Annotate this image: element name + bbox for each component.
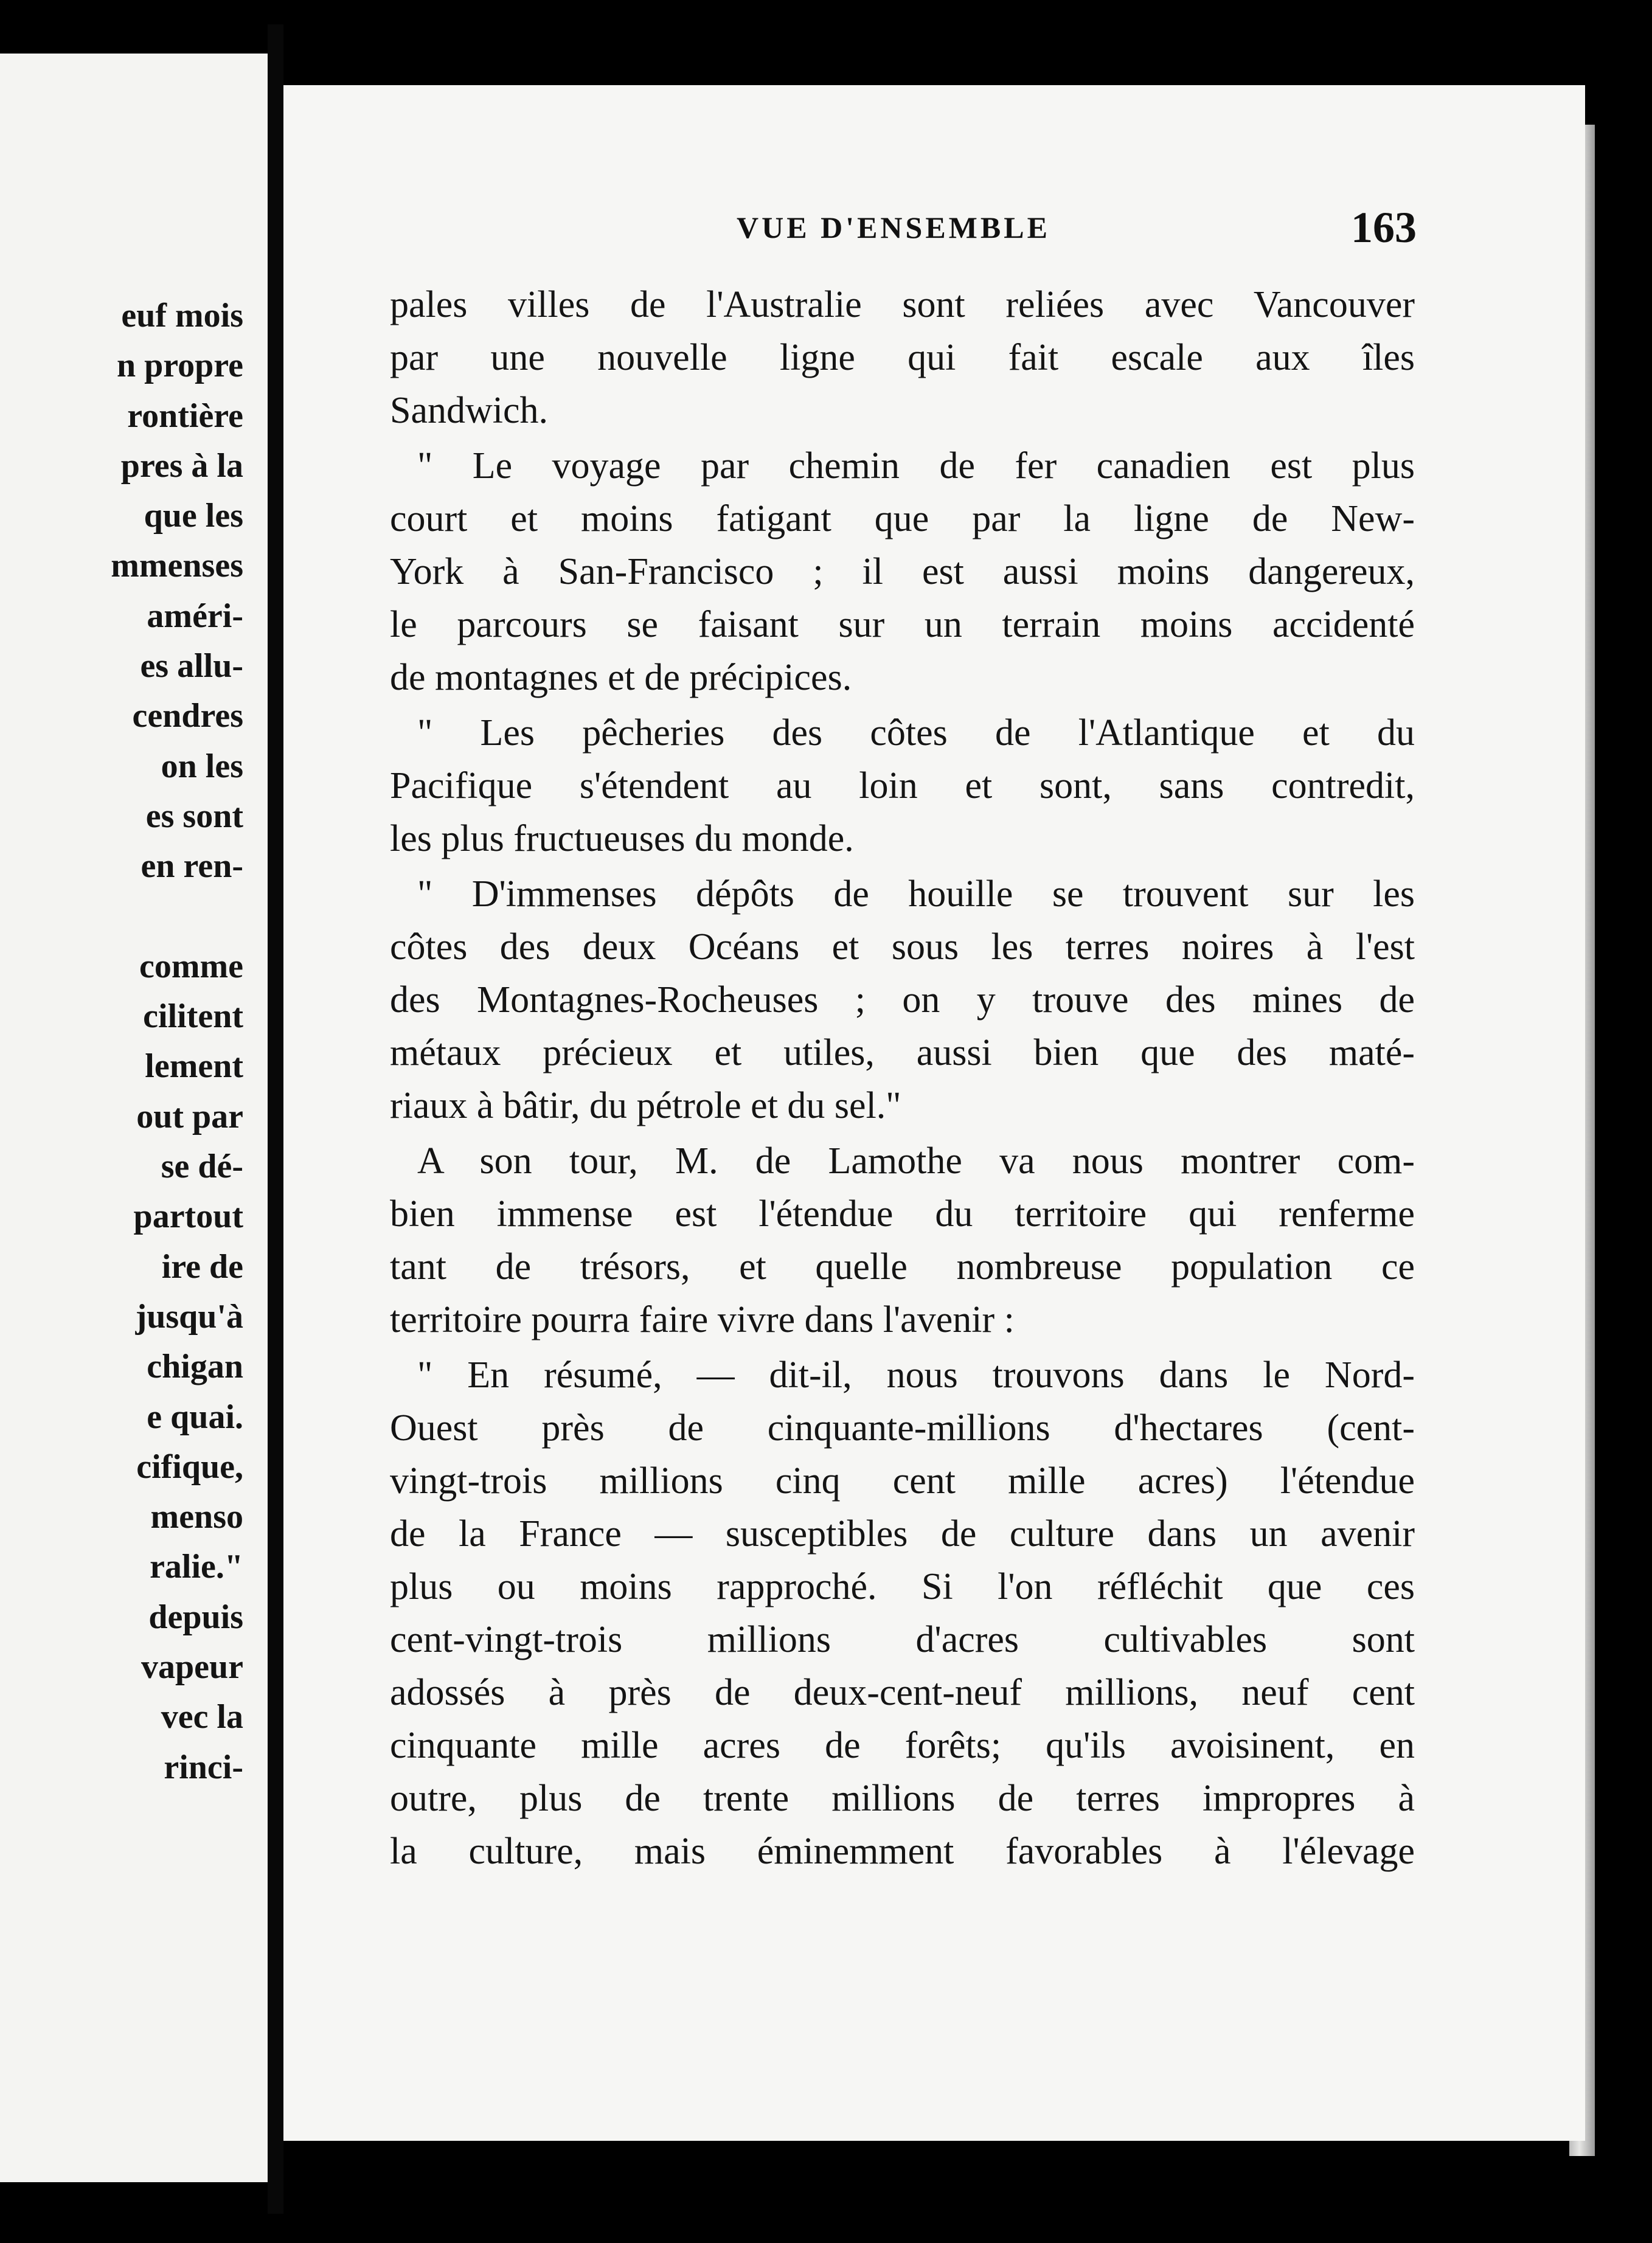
text-line: " D'immenses dépôts de houille se trouvent sur les: [417, 873, 1415, 915]
text-line: de montagnes et de précipices.: [390, 657, 852, 698]
text-line: cent-vingt-trois millions d'acres cultivables sont: [390, 1619, 1415, 1660]
text-line: court et moins fatigant que par la ligne de New-: [390, 498, 1415, 539]
previous-page-line: pres à la: [120, 446, 243, 485]
current-page: [283, 85, 1585, 2141]
text-line: Pacifique s'étendent au loin et sont, sans contredit,: [390, 765, 1415, 806]
text-line: riaux à bâtir, du pétrole et du sel.": [390, 1085, 901, 1126]
text-line: la culture, mais éminemment favorables à l'élevage: [390, 1831, 1415, 1872]
previous-page-line: améri-: [147, 597, 243, 635]
previous-page-line: vec la: [161, 1698, 243, 1736]
previous-page-line: rontière: [127, 397, 243, 435]
text-line: les plus fructueuses du monde.: [390, 818, 854, 859]
previous-page-line: n propre: [117, 347, 243, 385]
text-line: des Montagnes-Rocheuses ; on y trouve des mines de: [390, 979, 1415, 1021]
previous-page-line: comme: [139, 947, 243, 985]
previous-page-line: cilitent: [143, 997, 243, 1036]
text-line: territoire pourra faire vivre dans l'avenir :: [390, 1299, 1015, 1340]
previous-page-line: se dé-: [161, 1148, 243, 1186]
previous-page-line: ire de: [161, 1247, 243, 1286]
previous-page-line: es sont: [145, 797, 243, 835]
previous-page-line: euf mois: [121, 297, 243, 335]
previous-page-fragment: [0, 54, 268, 2182]
running-title: VUE D'ENSEMBLE: [737, 210, 1050, 244]
text-line: cinquante mille acres de forêts; qu'ils avoisinent, en: [390, 1725, 1415, 1766]
previous-page-line: out par: [136, 1097, 243, 1135]
text-line: tant de trésors, et quelle nombreuse population ce: [390, 1246, 1415, 1288]
previous-page-line: en ren-: [141, 847, 243, 886]
previous-page-line: lement: [145, 1047, 243, 1086]
text-line: métaux précieux et utiles, aussi bien que des maté-: [390, 1032, 1415, 1073]
text-line: Ouest près de cinquante-millions d'hectares (cent-: [390, 1407, 1415, 1449]
previous-page-line: menso: [150, 1498, 243, 1536]
text-line: " Les pêcheries des côtes de l'Atlantique et du: [417, 712, 1415, 754]
text-line: plus ou moins rapproché. Si l'on réfléchit que ces: [390, 1566, 1415, 1607]
previous-page-line: cifique,: [136, 1447, 243, 1486]
previous-page-line: ralie.": [150, 1548, 243, 1586]
previous-page-line: que les: [144, 497, 243, 535]
previous-page-line: rinci-: [164, 1748, 243, 1786]
text-line: " En résumé, — dit-il, nous trouvons dans le Nord-: [417, 1354, 1415, 1396]
text-line: York à San-Francisco ; il est aussi moins dangereux,: [390, 551, 1415, 592]
text-line: " Le voyage par chemin de fer canadien est plus: [417, 445, 1415, 487]
text-line: vingt-trois millions cinq cent mille acres) l'étendue: [390, 1460, 1415, 1502]
previous-page-line: cendres: [132, 697, 243, 735]
previous-page-text: [0, 291, 243, 1792]
previous-page-line: e quai.: [147, 1398, 243, 1436]
text-line: outre, plus de trente millions de terres impropres à: [390, 1778, 1415, 1819]
previous-page-line: depuis: [148, 1598, 243, 1636]
previous-page-line: on les: [161, 747, 243, 785]
previous-page-line: mmenses: [111, 547, 243, 585]
previous-page-line: vapeur: [141, 1648, 243, 1687]
running-head: [283, 203, 1585, 265]
text-line: pales villes de l'Australie sont reliées avec Vancouver: [390, 284, 1415, 325]
previous-page-line: chigan: [147, 1348, 243, 1386]
text-line: par une nouvelle ligne qui fait escale aux îles: [390, 337, 1415, 378]
text-line: Sandwich.: [390, 390, 549, 431]
previous-page-line: jusqu'à: [135, 1297, 243, 1336]
text-line: adossés à près de deux-cent-neuf millions, neuf cent: [390, 1672, 1415, 1713]
text-line: A son tour, M. de Lamothe va nous montrer com-: [417, 1140, 1415, 1182]
body-text: [390, 279, 1415, 1878]
page-number: 163: [1351, 203, 1417, 252]
previous-page-line: es allu-: [140, 647, 243, 685]
text-line: bien immense est l'étendue du territoire qui renferme: [390, 1193, 1415, 1235]
book-gutter: [268, 24, 283, 2214]
previous-page-line: [0, 892, 243, 941]
text-line: côtes des deux Océans et sous les terres noires à l'est: [390, 926, 1415, 968]
text-line: le parcours se faisant sur un terrain moins accidenté: [390, 604, 1415, 645]
previous-page-line: partout: [133, 1198, 243, 1236]
text-line: de la France — susceptibles de culture dans un avenir: [390, 1513, 1415, 1555]
